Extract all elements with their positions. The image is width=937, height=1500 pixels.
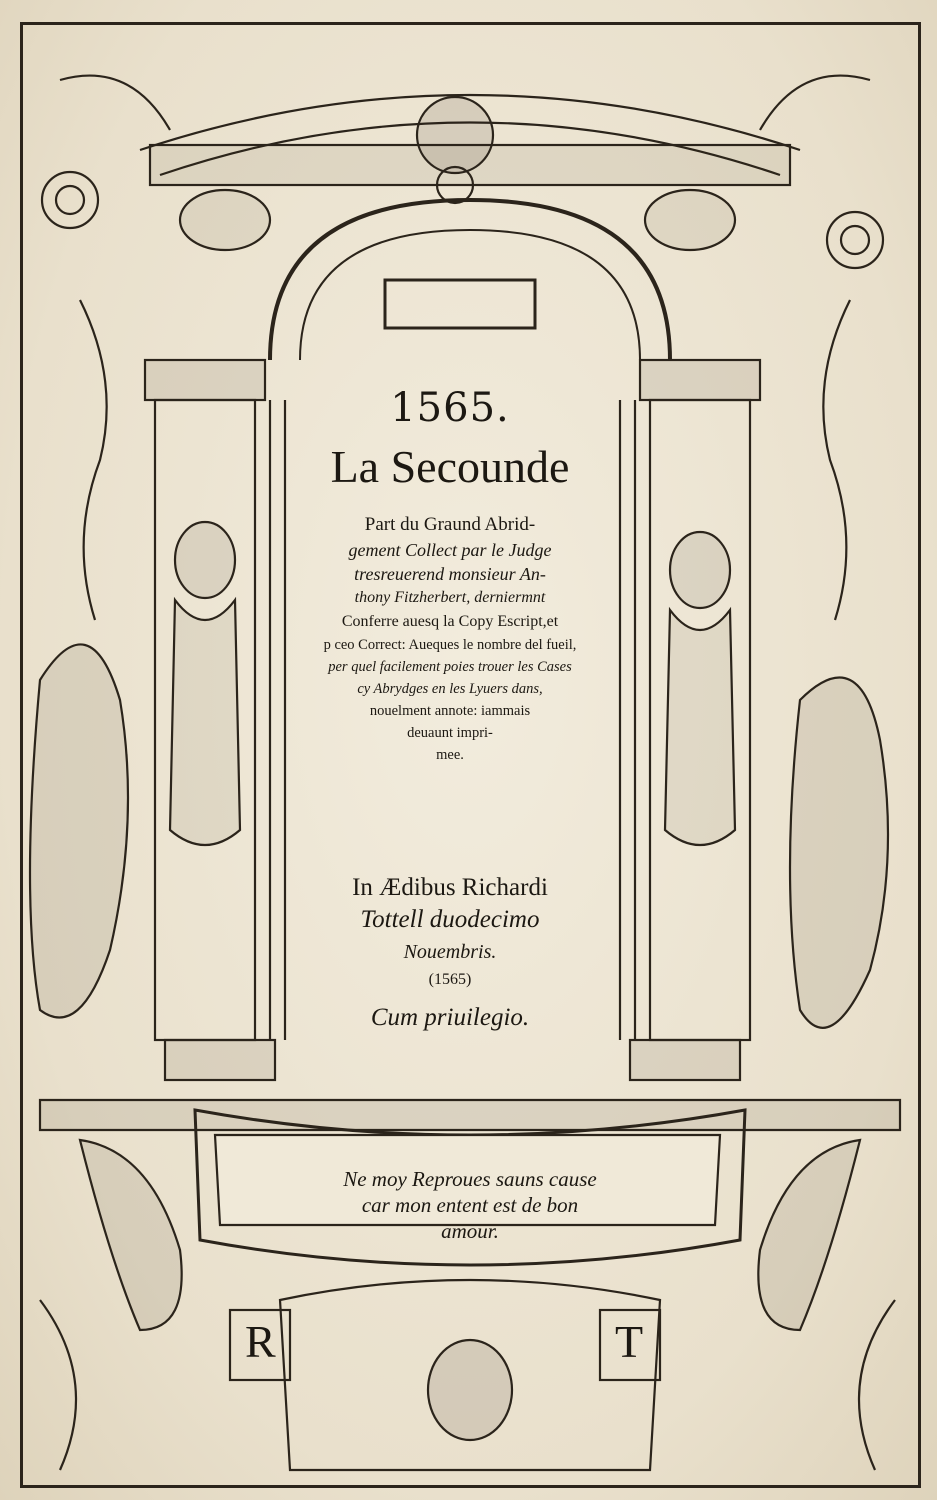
publication-year: 1565. (390, 385, 510, 431)
motto-block (250, 1166, 690, 1244)
imprint-line: Nouembris. (403, 941, 497, 963)
imprint-block (300, 872, 600, 1034)
subtitle-line: mee. (436, 747, 464, 763)
imprint-line: Tottell duodecimo (360, 906, 540, 933)
imprint-line: In Ædibus Richardi (352, 874, 548, 901)
subtitle-line: tresreuerend monsieur An- (354, 564, 546, 584)
subtitle-line: Part du Graund Abrid- (364, 514, 536, 535)
subtitle-line: thony Fitzherbert, derniermnt (354, 589, 546, 606)
subtitle-line: deuaunt impri- (407, 725, 493, 741)
subtitle-line: gement Collect par le Judge (348, 540, 552, 560)
book-title: La Secounde (330, 441, 570, 492)
privilege-line: Cum priuilegio. (370, 1004, 530, 1031)
subtitle-line: cy Abrydges en les Lyuers dans, (357, 681, 543, 697)
subtitle-line: Conferre auesq la Copy Escript,et (341, 613, 559, 630)
subtitle-line: p ceo Correct: Aueques le nombre del fueil, (323, 637, 577, 653)
subtitle-line: nouelment annote: iammais (369, 703, 531, 719)
motto-line: Ne moy Reproues sauns cause (343, 1167, 597, 1191)
subtitle-block (300, 512, 600, 766)
subtitle-line: per quel facilement poies trouer les Cases (328, 659, 572, 675)
motto-line: car mon entent est de bon (361, 1193, 579, 1217)
printer-monogram-right: T (615, 1316, 644, 1367)
printer-monogram-left: R (245, 1316, 276, 1367)
motto-line: amour. (441, 1219, 499, 1243)
imprint-date: (1565) (428, 971, 472, 988)
